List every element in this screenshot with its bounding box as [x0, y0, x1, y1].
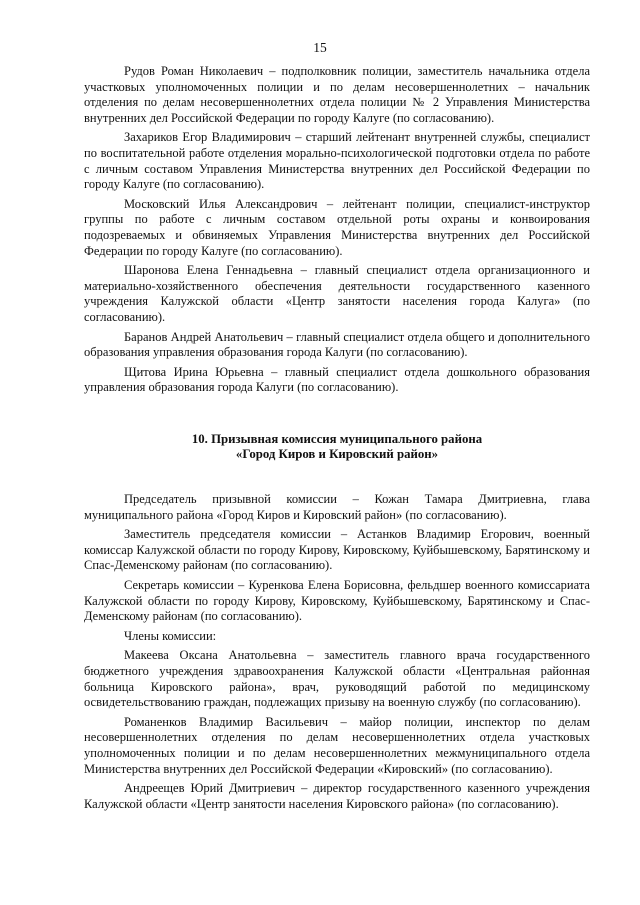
- deputy-chairman-paragraph: Заместитель председателя комиссии – Астанков Владимир Егорович, военный комиссар Калужской области по городу Кирову, Кировскому, Куйбышевскому, Барятинскому и Спас-Деменскому районам (по согласованию).: [84, 527, 590, 573]
- member-paragraph: Щитова Ирина Юрьевна – главный специалист отдела дошкольного образования управления образования города Калуги (по согласованию).: [84, 364, 590, 395]
- member-paragraph: Баранов Андрей Анатольевич – главный специалист отдела общего и дополнительного образования управления образования города Калуги (по согласованию).: [84, 329, 590, 360]
- section-heading-line-2: «Город Киров и Кировский район»: [235, 447, 439, 462]
- members-label: Члены комиссии:: [124, 628, 217, 643]
- member-paragraph: Макеева Оксана Анатольевна – заместитель главного врача государственного бюджетного учреждения здравоохранения Калужской области «Центральная районная больница Кировского района», врач, руководящий работой по медицинскому освидетельствованию граждан, подлежащих призыву на военную службу (по согласованию).: [84, 648, 590, 710]
- section-heading-line-1: 10. Призывная комиссия муниципального района: [191, 431, 483, 446]
- member-paragraph: Шаронова Елена Геннадьевна – главный специалист отдела организационного и материально-хозяйственного обеспечения деятельности государственного казенного учреждения Калужской области «Центр занятости населения города Калуга» (по согласованию).: [84, 263, 590, 324]
- member-paragraph: Романенков Владимир Васильевич – майор полиции, инспектор по делам несовершеннолетних отделения по делам несовершеннолетних отдела участковых уполномоченных полиции и по делам несовершеннолетних межмуниципального отдела Министерства внутренних дел Российской Федерации «Кировский» (по согласованию).: [84, 714, 590, 776]
- chairman-paragraph: Председатель призывной комиссии – Кожан Тамара Дмитриевна, глава муниципального района «Город Киров и Кировский район» (по согласованию).: [84, 492, 590, 522]
- secretary-paragraph: Секретарь комиссии – Куренкова Елена Борисовна, фельдшер военного комиссариата Калужской области по городу Кирову, Кировскому, Куйбышевскому, Барятинскому и Спас-Деменскому районам (по согласованию).: [84, 578, 590, 624]
- section-heading: [84, 432, 590, 463]
- member-paragraph: Андреещев Юрий Дмитриевич – директор государственного казенного учреждения Калужской области «Центр занятости населения Кировского района» (по согласованию).: [84, 781, 590, 811]
- member-paragraph: Московский Илья Александрович – лейтенант полиции, специалист-инструктор группы по работе с личным составом отдельной роты охраны и конвоирования подозреваемых и обвиняемых Управления Министерства внутренних дел Российской Федерации по городу Калуге (по согласованию).: [84, 196, 590, 258]
- document-body: [84, 64, 590, 812]
- member-paragraph: Захариков Егор Владимирович – старший лейтенант внутренней службы, специалист по воспитательной работе отделения морально-психологической подготовки отдела по работе с личным составом Управления Министерства внутренних дел Российской Федерации по городу Калуге (по согласованию).: [84, 130, 590, 192]
- member-paragraph: Рудов Роман Николаевич – подполковник полиции, заместитель начальника отдела участковых уполномоченных полиции и по делам несовершеннолетних – начальник отделения по делам несовершеннолетних отдела полиции № 2 Управления Министерства внутренних дел Российской Федерации по городу Калуге (по согласованию).: [84, 64, 590, 125]
- page-number: 15: [313, 40, 327, 55]
